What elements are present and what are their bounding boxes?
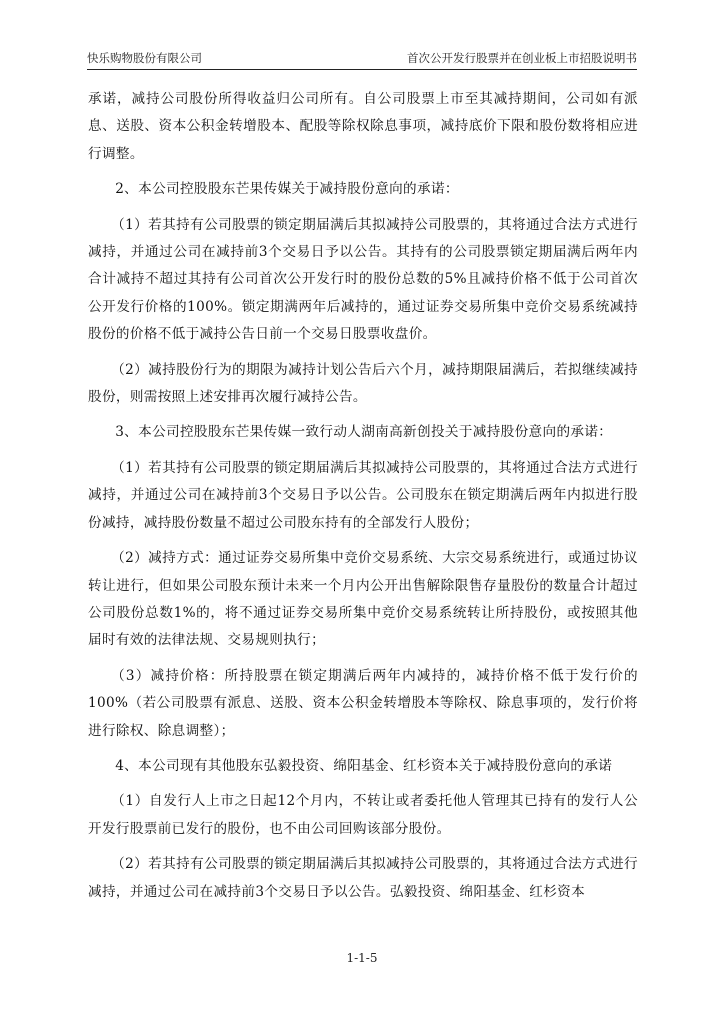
header-company-name: 快乐购物股份有限公司 [87, 51, 202, 65]
paragraph-3-1: （1）若其持有公司股票的锁定期届满后其拟减持公司股票的，其将通过合法方式进行减持，并通过公司在减持前3个交易日予以公告。公司股东在锁定期满后两年内拟进行股份减持，减持股份数量不超过公司股东持有的全部发行人股份； [88, 459, 638, 531]
paragraph-4-2: （2）若其持有公司股票的锁定期届满后其拟减持公司股票的，其将通过合法方式进行减持，并通过公司在减持前3个交易日予以公告。弘毅投资、绵阳基金、红杉资本 [88, 856, 638, 900]
page-number: 1-1-5 [346, 951, 378, 965]
paragraph-3-3: （3）减持价格：所持股票在锁定期满后两年内减持的，减持价格不低于发行价的100%（若公司股票有派息、送股、资本公积金转增股本等除权、除息事项的，发行价将进行除权、除息调整）； [88, 667, 638, 739]
header-document-title: 首次公开发行股票并在创业板上市招股说明书 [407, 51, 637, 65]
section-heading-4: 4、本公司现有其他股东弘毅投资、绵阳基金、红杉资本关于减持股份意向的承诺 [115, 757, 613, 774]
paragraph-2-1: （1）若其持有公司股票的锁定期届满后其拟减持公司股票的，其将通过合法方式进行减持，并通过公司在减持前3个交易日予以公告。其持有的公司股票锁定期届满后两年内合计减持不超过其持有公司首次公开发行时的股份总数的5%且减持价格不低于公司首次公开发行价格的100%。锁定期满两年后减持的，通过证券交易所集中竞价交易系统减持股份的价格不低于减持公告日前一个交易日股票收盘价。 [88, 216, 638, 343]
header-divider [87, 69, 637, 70]
section-heading-3: 3、本公司控股股东芒果传媒一致行动人湖南高新创投关于减持股份意向的承诺： [115, 424, 613, 441]
paragraph-4-1: （1）自发行人上市之日起12个月内，不转让或者委托他人管理其已持有的发行人公开发行股票前已发行的股份，也不由公司回购该部分股份。 [88, 793, 638, 837]
paragraph-2-2: （2）减持股份行为的期限为减持计划公告后六个月，减持期限届满后，若拟继续减持股份，则需按照上述安排再次履行减持公告。 [88, 361, 638, 406]
paragraph-continuation: 承诺，减持公司股份所得收益归公司所有。自公司股票上市至其减持期间，公司如有派息、送股、资本公积金转增股本、配股等除权除息事项，减持底价下限和股份数将相应进行调整。 [88, 91, 638, 162]
section-heading-2: 2、本公司控股股东芒果传媒关于减持股份意向的承诺： [115, 181, 459, 198]
page-header [87, 50, 637, 70]
paragraph-3-2: （2）减持方式：通过证券交易所集中竞价交易系统、大宗交易系统进行，或通过协议转让进行，但如果公司股东预计未来一个月内公开出售解除限售存量股份的数量合计超过公司股份总数1%的，将不通过证券交易所集中竞价交易系统转让所持股份，或按照其他届时有效的法律法规、交易规则执行； [88, 550, 638, 649]
document-body [88, 86, 638, 914]
